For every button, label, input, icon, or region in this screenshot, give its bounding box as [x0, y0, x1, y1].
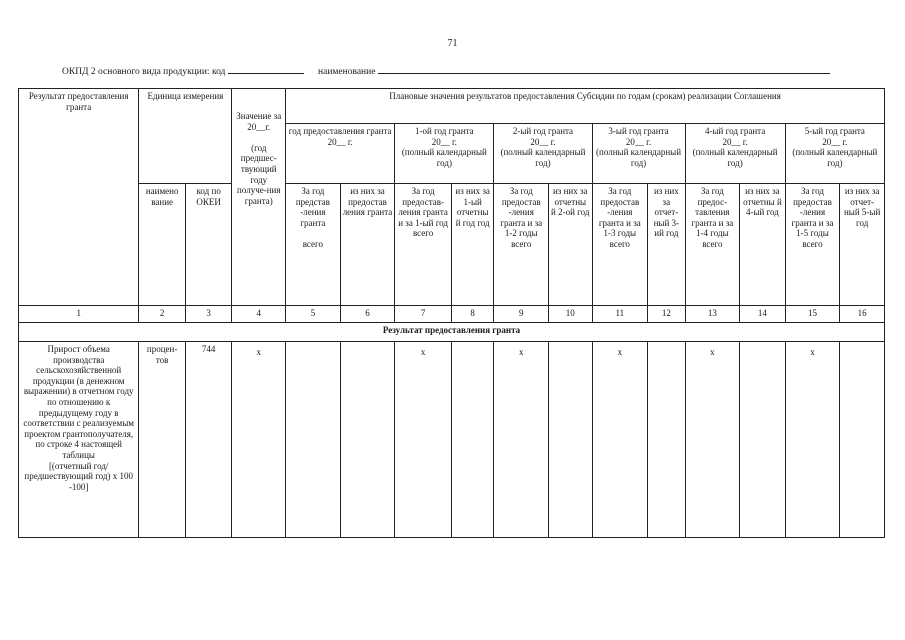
okpd-code-blank	[228, 64, 304, 74]
column-number: 8	[451, 306, 493, 323]
subheader-12: из них за отчет- ный 3-ий год	[648, 184, 685, 306]
subheader-16: из них за отчет- ный 5-ый год	[840, 184, 885, 306]
row-cell-14	[740, 342, 786, 538]
year-group-1: 1-ой год гранта 20__ г. (полный календарный год)	[395, 124, 494, 184]
subheader-9: За год предостав -ления гранта и за 1-2 годы всего	[494, 184, 549, 306]
subheader-5: За год представ -ления гранта всего	[286, 184, 341, 306]
column-number: 14	[740, 306, 786, 323]
year-group-0: год предоставления гранта 20__ г.	[286, 124, 395, 184]
okpd-name-label: наименование	[318, 67, 376, 77]
row-cell-10	[549, 342, 592, 538]
subheader-13: За год предос- тавления гранта и за 1-4 годы всего	[685, 184, 740, 306]
subheader-11: За год предостав -ления гранта и за 1-3 годы всего	[592, 184, 648, 306]
year-group-5: 5-ый год гранта 20__ г. (полный календарный год)	[785, 124, 884, 184]
column-number: 3	[185, 306, 232, 323]
header-plan: Плановые значения результатов предоставления Субсидии по годам (срокам) реализации Соглашения	[286, 89, 885, 124]
column-number: 13	[685, 306, 740, 323]
column-number: 2	[139, 306, 186, 323]
section-title: Результат предоставления гранта	[19, 323, 885, 342]
subheader-7: За год предостав- ления гранта и за 1-ый год всего	[395, 184, 452, 306]
row-cell-15: х	[785, 342, 840, 538]
subheader-10: из них за отчетны й 2-ой год	[549, 184, 592, 306]
okpd-name-blank	[378, 64, 830, 74]
year-group-3: 3-ый год гранта 20__ г. (полный календарный год)	[592, 124, 685, 184]
header-value: Значение за 20__г. (год предшес-твующий году получе-ния гранта)	[232, 89, 286, 306]
column-number: 5	[286, 306, 341, 323]
row-cell-9: х	[494, 342, 549, 538]
row-cell-13: х	[685, 342, 740, 538]
page-number: 71	[447, 38, 458, 49]
okpd-code-label: ОКПД 2 основного вида продукции: код	[62, 67, 226, 77]
subheader-15: За год предостав -ления гранта и за 1-5 годы всего	[785, 184, 840, 306]
row-cell-4: х	[232, 342, 286, 538]
column-number: 10	[549, 306, 592, 323]
year-group-2: 2-ый год гранта 20__ г. (полный календарный год)	[494, 124, 592, 184]
grant-results-table	[18, 88, 885, 538]
row-cell-16	[840, 342, 885, 538]
header-unit: Единица измерения	[139, 89, 232, 184]
column-number: 16	[840, 306, 885, 323]
column-number: 11	[592, 306, 648, 323]
row-unit-name: процен-тов	[139, 342, 186, 538]
row-cell-7: х	[395, 342, 452, 538]
column-number: 7	[395, 306, 452, 323]
header-result: Результат предоставления гранта	[19, 89, 139, 306]
table-row	[19, 342, 885, 538]
column-number: 9	[494, 306, 549, 323]
subheader-8: из них за 1-ый отчетны й год год	[451, 184, 493, 306]
subheader-14: из них за отчетны й 4-ый год	[740, 184, 786, 306]
row-description: Прирост объема производства сельскохозяйственной продукции (в денежном выражении) в отчетном году по отношению к предыдущему году в соответствии с реализуемым проектом грантополучателя, по строке 4 настоящей таблицы [(отчетный год/ предшествующий год) х 100 -100]	[19, 342, 139, 538]
okpd-line	[62, 64, 830, 77]
subheader-6: из них за предостав ления гранта	[340, 184, 395, 306]
column-number: 1	[19, 306, 139, 323]
header-unit-code: код по ОКЕИ	[185, 184, 232, 306]
column-number: 4	[232, 306, 286, 323]
row-cell-6	[340, 342, 395, 538]
row-cell-11: х	[592, 342, 648, 538]
row-unit-code: 744	[185, 342, 232, 538]
year-group-4: 4-ый год гранта 20__ г. (полный календарный год)	[685, 124, 785, 184]
row-cell-8	[451, 342, 493, 538]
column-number: 12	[648, 306, 685, 323]
column-number: 15	[785, 306, 840, 323]
header-unit-name: наимено вание	[139, 184, 186, 306]
row-cell-12	[648, 342, 685, 538]
column-number: 6	[340, 306, 395, 323]
row-cell-5	[286, 342, 341, 538]
